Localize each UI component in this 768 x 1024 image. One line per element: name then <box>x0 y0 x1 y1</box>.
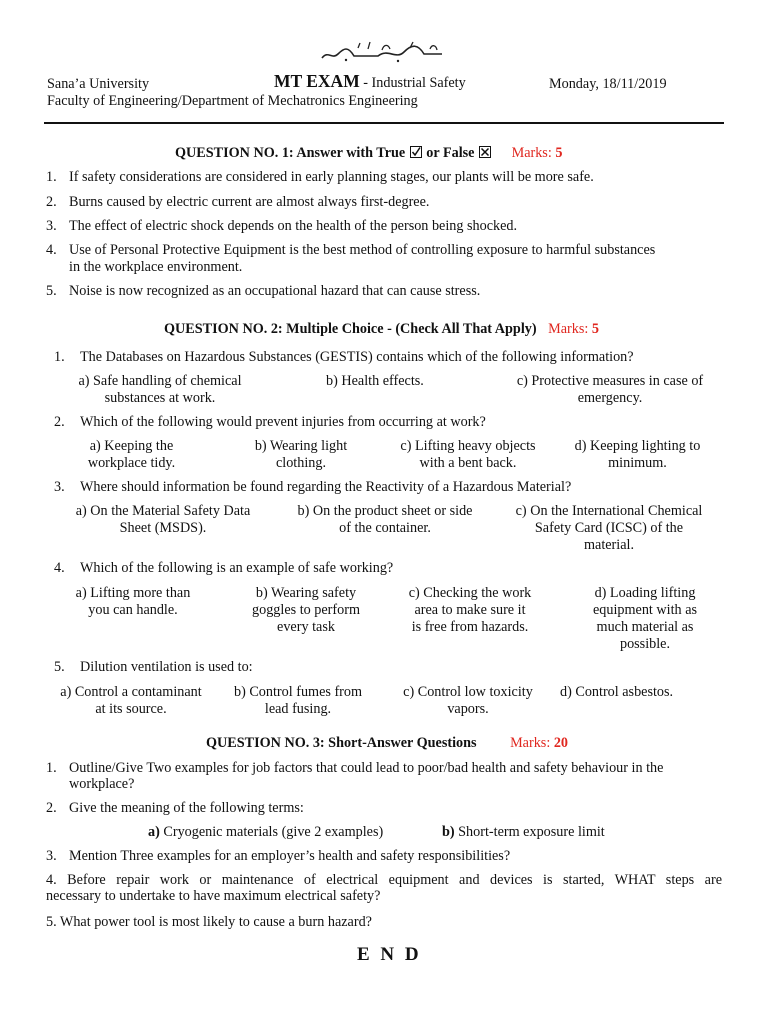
q3-item-text: Outline/Give Two examples for job factors that could lead to poor/bad health and safety behaviour in the <box>69 760 664 776</box>
q2-option <box>392 684 544 718</box>
q1-item-text: If safety considerations are considered in early planning stages, our plants will be more safe. <box>69 169 594 185</box>
option-line: b) Health effects. <box>326 373 424 389</box>
exam-date: Monday, 18/11/2019 <box>549 76 667 92</box>
option-line: a) Safe handling of chemical <box>78 373 242 389</box>
q2-option <box>498 503 720 554</box>
term-b-label: b) <box>442 824 455 840</box>
q2-item-text: The Databases on Hazardous Substances (GESTIS) contains which of the following information? <box>80 349 634 365</box>
q3-item-4-text: 4. Before repair work or maintenance of electrical equipment and devices is started, WHAT steps are <box>46 872 722 888</box>
q3-item-text: Mention Three examples for an employer’s health and safety responsibilities? <box>69 848 511 864</box>
q2-item-text: Dilution ventilation is used to: <box>80 659 253 675</box>
option-line: b) Control fumes from <box>233 684 363 700</box>
q2-item-number: 3. <box>54 479 65 495</box>
option-line: at its source. <box>95 701 167 717</box>
option-line: lead fusing. <box>264 701 332 717</box>
q3-heading-text: QUESTION NO. 3: Short-Answer Questions <box>206 735 477 751</box>
q2-option <box>236 438 366 472</box>
option-line: c) Control low toxicity <box>403 684 533 700</box>
q2-option <box>570 585 720 653</box>
q1-marks-value: 5 <box>555 145 563 161</box>
q2-option <box>388 438 548 472</box>
option-line: a) Keeping the <box>89 438 174 454</box>
q2-item-number: 5. <box>54 659 65 675</box>
option-line: is free from hazards. <box>411 619 529 635</box>
option-line: much material as <box>596 619 694 635</box>
option-line: c) Protective measures in case of <box>516 373 704 389</box>
q1-item-text: Burns caused by electric current are almost always first-degree. <box>69 194 430 210</box>
option-line: area to make sure it <box>414 602 526 618</box>
option-line: emergency. <box>577 390 643 406</box>
option-line: a) Control a contaminant <box>60 684 202 700</box>
option-line: minimum. <box>608 455 667 471</box>
q1-item-text-cont: in the workplace environment. <box>69 259 243 275</box>
q1-marks-label: Marks: <box>511 145 552 161</box>
q1-item-number: 2. <box>46 194 57 210</box>
q2-option <box>58 585 208 619</box>
university-name: Sana’a University <box>47 76 150 92</box>
q2-option <box>224 684 372 718</box>
q1-item-number: 5. <box>46 283 57 299</box>
q2-heading-text: QUESTION NO. 2: Multiple Choice - (Check All That Apply) <box>164 321 537 337</box>
q1-item-text: Use of Personal Protective Equipment is the best method of controlling exposure to harmful substances <box>69 242 656 258</box>
q2-option <box>390 585 550 636</box>
q1-heading <box>175 145 562 162</box>
q2-item-text: Which of the following is an example of safe working? <box>80 560 394 576</box>
option-line: c) On the International Chemical <box>515 503 703 519</box>
header-divider <box>44 122 724 124</box>
term-a-label: a) <box>148 824 160 840</box>
q2-option <box>500 373 720 407</box>
q2-option <box>560 438 715 472</box>
q1-item-number: 3. <box>46 218 57 234</box>
option-line: possible. <box>619 636 671 652</box>
q3-marks <box>510 735 568 751</box>
option-line: a) Lifting more than <box>75 585 191 601</box>
q1-item-text: Noise is now recognized as an occupational hazard that can cause stress. <box>69 283 481 299</box>
q3-marks-label: Marks: <box>510 735 551 751</box>
end-marker: E N D <box>357 944 422 965</box>
q2-heading <box>164 321 599 338</box>
option-line: d) Control asbestos. <box>560 684 674 700</box>
term-a-text: Cryogenic materials (give 2 examples) <box>159 824 384 840</box>
checked-box-icon <box>410 146 422 158</box>
q2-item-text: Where should information be found regarding the Reactivity of a Hazardous Material? <box>80 479 572 495</box>
option-line: you can handle. <box>88 602 178 618</box>
q1-item-number: 1. <box>46 169 57 185</box>
q3-heading <box>206 735 568 752</box>
q2-option <box>560 684 673 701</box>
option-line: Safety Card (ICSC) of the <box>534 520 684 536</box>
q3-item-5-text: 5. What power tool is most likely to cause a burn hazard? <box>46 914 372 930</box>
q2-option <box>280 503 490 537</box>
q2-option <box>50 684 212 718</box>
q3-item-number: 3. <box>46 848 57 864</box>
q2-marks-label: Marks: <box>548 321 589 337</box>
q3-term-b <box>442 824 605 841</box>
q2-item-text: Which of the following would prevent injuries from occurring at work? <box>80 414 486 430</box>
q3-item-text: Give the meaning of the following terms: <box>69 800 304 816</box>
q1-marks <box>512 145 563 161</box>
q3-term-a <box>148 824 383 841</box>
q2-option <box>52 503 274 537</box>
option-line: of the container. <box>339 520 431 536</box>
option-line: clothing. <box>275 455 327 471</box>
option-line: b) On the product sheet or side <box>297 503 473 519</box>
faculty-name: Faculty of Engineering/Department of Mechatronics Engineering <box>47 93 418 109</box>
option-line: a) On the Material Safety Data <box>75 503 251 519</box>
basmala-calligraphy <box>318 40 448 64</box>
option-line: with a bent back. <box>419 455 517 471</box>
q3-marks-value: 20 <box>553 735 568 751</box>
option-line: vapors. <box>447 701 489 717</box>
q3-item-number: 2. <box>46 800 57 816</box>
exam-title-line <box>274 73 466 92</box>
option-line: equipment with as <box>592 602 698 618</box>
q2-option <box>232 585 380 636</box>
q2-option <box>326 373 424 390</box>
q2-option <box>60 373 260 407</box>
exam-subtitle: - Industrial Safety <box>359 75 466 91</box>
q3-item-text-cont: workplace? <box>69 776 135 792</box>
q3-item-4-text-cont: necessary to undertake to have maximum electrical safety? <box>46 888 381 904</box>
option-line: b) Wearing light <box>254 438 348 454</box>
option-line: c) Checking the work <box>408 585 532 601</box>
q1-heading-text: QUESTION NO. 1: Answer with True <box>175 145 406 161</box>
option-line: material. <box>583 537 635 553</box>
option-line: b) Wearing safety <box>255 585 357 601</box>
q2-item-number: 1. <box>54 349 65 365</box>
q2-option <box>64 438 199 472</box>
option-line: d) Loading lifting <box>594 585 696 601</box>
q2-marks <box>548 321 599 337</box>
option-line: d) Keeping lighting to <box>574 438 701 454</box>
q2-marks-value: 5 <box>591 321 599 337</box>
option-line: Sheet (MSDS). <box>119 520 207 536</box>
q1-item-text: The effect of electric shock depends on the health of the person being shocked. <box>69 218 518 234</box>
q2-item-number: 2. <box>54 414 65 430</box>
option-line: goggles to perform <box>252 602 360 618</box>
crossed-box-icon <box>479 146 491 158</box>
q1-item-number: 4. <box>46 242 57 258</box>
exam-title: MT EXAM <box>274 71 360 91</box>
q2-item-number: 4. <box>54 560 65 576</box>
option-line: workplace tidy. <box>87 455 176 471</box>
term-b-text: Short-term exposure limit <box>454 824 605 840</box>
option-line: c) Lifting heavy objects <box>400 438 536 454</box>
option-line: substances at work. <box>104 390 216 406</box>
option-line: every task <box>277 619 335 635</box>
q3-item-number: 1. <box>46 760 57 776</box>
q1-heading-mid: or False <box>426 145 475 161</box>
